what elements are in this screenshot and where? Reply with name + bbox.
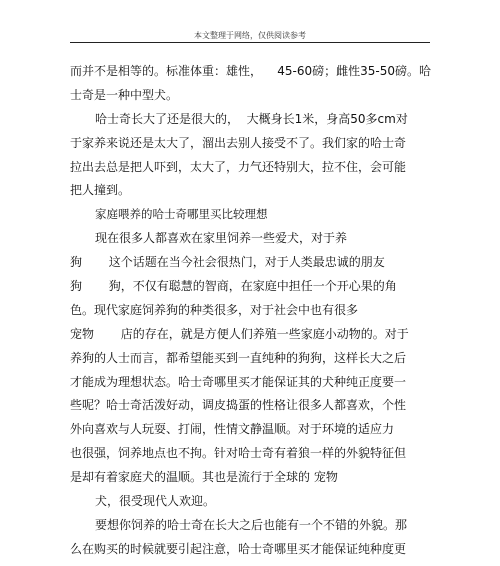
body-line: 养狗的人士而言，都希望能买到一直纯种的狗狗，这样长大之后 <box>70 350 407 365</box>
body-line: 色。现代家庭饲养狗的种类很多，对于社会中也有很多 <box>70 302 359 317</box>
document-body <box>70 60 432 562</box>
body-line: 哈士奇长大了还是很大的， 大概身长1米，身高50多cm对 <box>95 111 408 126</box>
body-line: 犬，很受现代人欢迎。 <box>95 494 216 509</box>
header-note: 本文整理于网络，仅供阅读参考 <box>194 31 306 40</box>
body-line: 才能成为理想状态。哈士奇哪里买才能保证其的犬种纯正度要一 <box>70 374 407 389</box>
body-line: 拉出去总是把人吓到，太大了，力气还特别大，拉不住，会可能 <box>70 159 407 174</box>
body-line: 宠物 店的存在，就是方便人们养殖一些家庭小动物的。对于 <box>70 326 409 341</box>
section-heading: 家庭喂养的哈士奇哪里买比较理想 <box>95 207 268 222</box>
header-divider <box>70 42 430 43</box>
body-line: 狗 这个话题在当今社会很热门，对于人类最忠诚的朋友 <box>70 255 385 270</box>
body-line: 于家养来说还是太大了，溜出去别人接受不了。我们家的哈士奇 <box>70 135 407 150</box>
body-line: 而并不是相等的。标准体重：雄性， 45-60磅；雌性35-50磅。哈 <box>70 64 431 78</box>
body-line: 把人撞到。 <box>70 183 131 198</box>
body-line: 也很强，饲养地点也不拘。针对哈士奇有着狼一样的外貌特征但 <box>70 446 407 461</box>
body-line: 是却有着家庭犬的温顺。其也是流行于全球的 宠物 <box>70 470 338 485</box>
body-line: 士奇是一种中型犬。 <box>70 87 179 102</box>
body-line: 现在很多人都喜欢在家里饲养一些爱犬，对于养 <box>95 231 348 246</box>
body-line: 么在购买的时候就要引起注意，哈士奇哪里买才能保证纯种度更 <box>70 541 407 556</box>
body-line: 外向喜欢与人玩耍、打闹，性情文静温顺。对于环境的适应力 <box>70 422 395 437</box>
body-line: 要想你饲养的哈士奇在长大之后也能有一个不错的外貌。那 <box>95 517 408 532</box>
body-line: 些呢？哈士奇活泼好动，调皮捣蛋的性格让很多人都喜欢，个性 <box>70 398 407 413</box>
body-line: 狗 狗，不仅有聪慧的智商，在家庭中担任一个开心果的角 <box>70 279 397 294</box>
